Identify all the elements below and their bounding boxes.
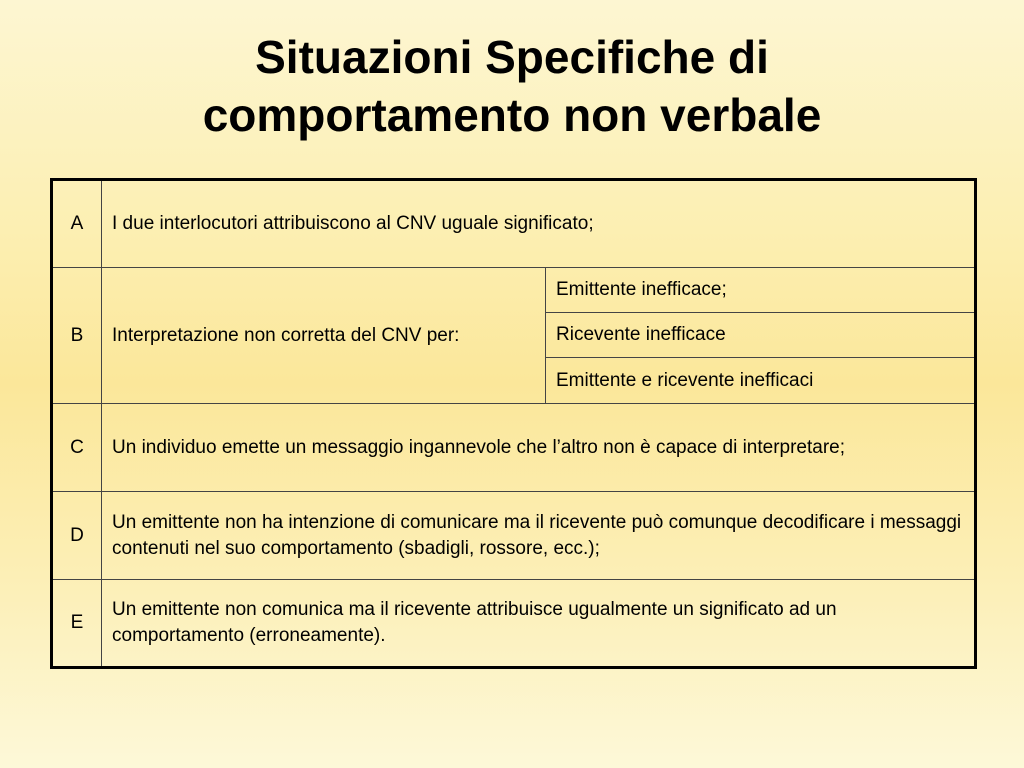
- row-text-a: I due interlocutori attribuiscono al CNV uguale significato;: [102, 180, 976, 268]
- table-row-d: [52, 492, 976, 580]
- table-row-e: [52, 580, 976, 668]
- table-row-c: [52, 404, 976, 492]
- row-b-subitem-1: Emittente inefficace;: [546, 268, 976, 313]
- row-b-subitem-3: Emittente e ricevente inefficaci: [546, 358, 976, 404]
- table-row-a: [52, 180, 976, 268]
- slide-title-line-1: Situazioni Specifiche di: [255, 31, 769, 83]
- row-b-subitem-2: Ricevente inefficace: [546, 313, 976, 358]
- slide-title-line-2: comportamento non verbale: [202, 89, 822, 141]
- row-letter-a: A: [52, 180, 102, 268]
- slide-title: [0, 28, 1024, 144]
- row-letter-b: B: [52, 268, 102, 404]
- row-text-e: Un emittente non comunica ma il ricevente attribuisce ugualmente un significato ad un comportamento (erroneamente).: [102, 580, 976, 668]
- situations-table: [50, 178, 977, 669]
- row-letter-d: D: [52, 492, 102, 580]
- row-text-d: Un emittente non ha intenzione di comunicare ma il ricevente può comunque decodificare i messaggi contenuti nel suo comportamento (sbadigli, rossore, ecc.);: [102, 492, 976, 580]
- row-letter-e: E: [52, 580, 102, 668]
- row-letter-c: C: [52, 404, 102, 492]
- row-text-b: Interpretazione non corretta del CNV per:: [102, 268, 546, 404]
- row-text-c: Un individuo emette un messaggio ingannevole che l’altro non è capace di interpretare;: [102, 404, 976, 492]
- table-row-b: [52, 268, 976, 313]
